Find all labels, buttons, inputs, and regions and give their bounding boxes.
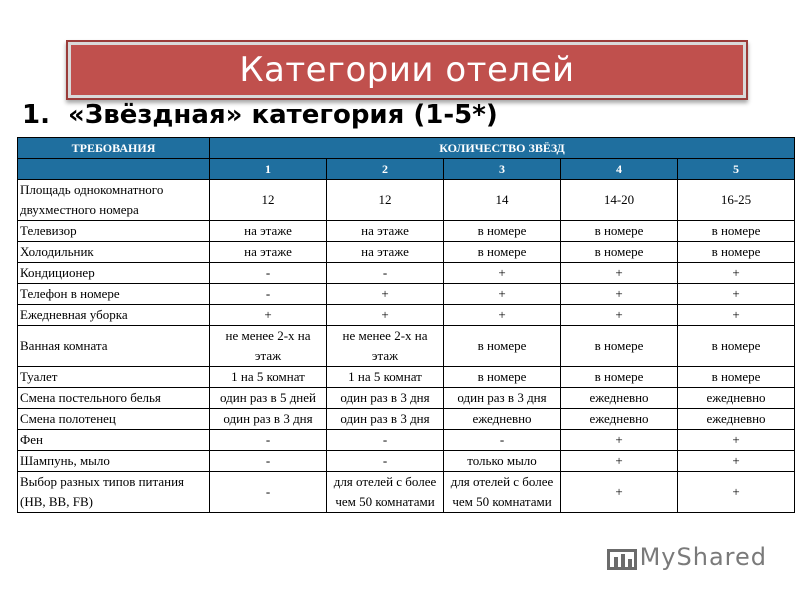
table-cell: в номере [678, 367, 795, 388]
requirements-table [17, 137, 795, 513]
table-cell: не менее 2-х на этаж [327, 326, 444, 367]
row-label: Площадь однокомнатного двухместного номера [18, 180, 210, 221]
star-numbers-row [18, 159, 795, 180]
table-cell: + [561, 430, 678, 451]
table-row [18, 367, 795, 388]
table-cell: - [210, 430, 327, 451]
table-header-row [18, 138, 795, 159]
table-cell: ежедневно [678, 409, 795, 430]
table-body [18, 180, 795, 513]
table-cell: для отелей с более чем 50 комнатами [444, 472, 561, 513]
star-col-2: 2 [327, 159, 444, 180]
table-cell: не менее 2-х на этаж [210, 326, 327, 367]
table-cell: + [678, 263, 795, 284]
table-cell: на этаже [210, 221, 327, 242]
table-cell: ежедневно [444, 409, 561, 430]
table-cell: + [678, 472, 795, 513]
table-cell: - [327, 430, 444, 451]
table-cell: в номере [561, 221, 678, 242]
table-cell: ежедневно [561, 388, 678, 409]
star-col-5: 5 [678, 159, 795, 180]
row-label: Ванная комната [18, 326, 210, 367]
table-cell: - [210, 284, 327, 305]
table-cell: 12 [327, 180, 444, 221]
table-cell: на этаже [210, 242, 327, 263]
table-row [18, 326, 795, 367]
table-row [18, 430, 795, 451]
star-col-1: 1 [210, 159, 327, 180]
table-row [18, 472, 795, 513]
table-row [18, 263, 795, 284]
table-cell: 12 [210, 180, 327, 221]
table-cell: + [678, 451, 795, 472]
table-cell: + [561, 472, 678, 513]
title-banner [66, 40, 748, 100]
row-label: Шампунь, мыло [18, 451, 210, 472]
table-cell: + [561, 305, 678, 326]
table-row [18, 221, 795, 242]
table-row [18, 284, 795, 305]
table-cell: в номере [561, 242, 678, 263]
slide-subtitle [22, 100, 498, 130]
table-cell: на этаже [327, 242, 444, 263]
table-row [18, 180, 795, 221]
table-cell: + [678, 430, 795, 451]
subtitle-number: 1. [22, 100, 50, 130]
table-cell: ежедневно [678, 388, 795, 409]
table-cell: - [210, 451, 327, 472]
table-cell: в номере [444, 221, 561, 242]
table-cell: в номере [678, 242, 795, 263]
table-cell: один раз в 5 дней [210, 388, 327, 409]
row-label: Выбор разных типов питания (HB, BB, FB) [18, 472, 210, 513]
table-row [18, 409, 795, 430]
star-col-3: 3 [444, 159, 561, 180]
table-cell: 14 [444, 180, 561, 221]
row-label: Кондиционер [18, 263, 210, 284]
table-cell: ежедневно [561, 409, 678, 430]
table-cell: + [678, 305, 795, 326]
row-label: Фен [18, 430, 210, 451]
table-cell: в номере [444, 326, 561, 367]
table-cell: в номере [678, 326, 795, 367]
table-cell: один раз в 3 дня [327, 409, 444, 430]
row-label: Телевизор [18, 221, 210, 242]
table-cell: 1 на 5 комнат [210, 367, 327, 388]
table-cell: + [444, 263, 561, 284]
table-cell: в номере [444, 367, 561, 388]
table-cell: - [210, 263, 327, 284]
table-cell: + [678, 284, 795, 305]
subtitle-text: «Звёздная» категория (1-5*) [67, 100, 498, 130]
table-cell: для отелей с более чем 50 комнатами [327, 472, 444, 513]
table-cell: + [444, 305, 561, 326]
row-label: Смена полотенец [18, 409, 210, 430]
table-cell: в номере [444, 242, 561, 263]
table-cell: в номере [561, 367, 678, 388]
row-label: Ежедневная уборка [18, 305, 210, 326]
table-cell: + [327, 305, 444, 326]
table-cell: - [444, 430, 561, 451]
table-cell: - [327, 263, 444, 284]
watermark-logo [607, 540, 767, 574]
table-cell: в номере [561, 326, 678, 367]
header-requirements: ТРЕБОВАНИЯ [18, 138, 210, 159]
table-cell: + [444, 284, 561, 305]
table-cell: + [561, 263, 678, 284]
row-label: Холодильник [18, 242, 210, 263]
star-col-4: 4 [561, 159, 678, 180]
table-cell: + [327, 284, 444, 305]
table-cell: 16-25 [678, 180, 795, 221]
table-cell: в номере [678, 221, 795, 242]
header-stars: КОЛИЧЕСТВО ЗВЁЗД [210, 138, 795, 159]
header-empty-cell [18, 159, 210, 180]
table-row [18, 388, 795, 409]
table-cell: - [327, 451, 444, 472]
table-row [18, 451, 795, 472]
table-cell: только мыло [444, 451, 561, 472]
table-cell: на этаже [327, 221, 444, 242]
table-cell: - [210, 472, 327, 513]
table-cell: + [210, 305, 327, 326]
table-row [18, 305, 795, 326]
myshared-logo-icon [607, 543, 634, 571]
table-cell: + [561, 284, 678, 305]
table-cell: один раз в 3 дня [327, 388, 444, 409]
table-cell: 14-20 [561, 180, 678, 221]
slide-title: Категории отелей [239, 50, 575, 90]
row-label: Туалет [18, 367, 210, 388]
table-cell: 1 на 5 комнат [327, 367, 444, 388]
row-label: Телефон в номере [18, 284, 210, 305]
table-row [18, 242, 795, 263]
table-cell: + [561, 451, 678, 472]
watermark-text: MyShared [639, 543, 767, 571]
row-label: Смена постельного белья [18, 388, 210, 409]
table-cell: один раз в 3 дня [444, 388, 561, 409]
table-cell: один раз в 3 дня [210, 409, 327, 430]
